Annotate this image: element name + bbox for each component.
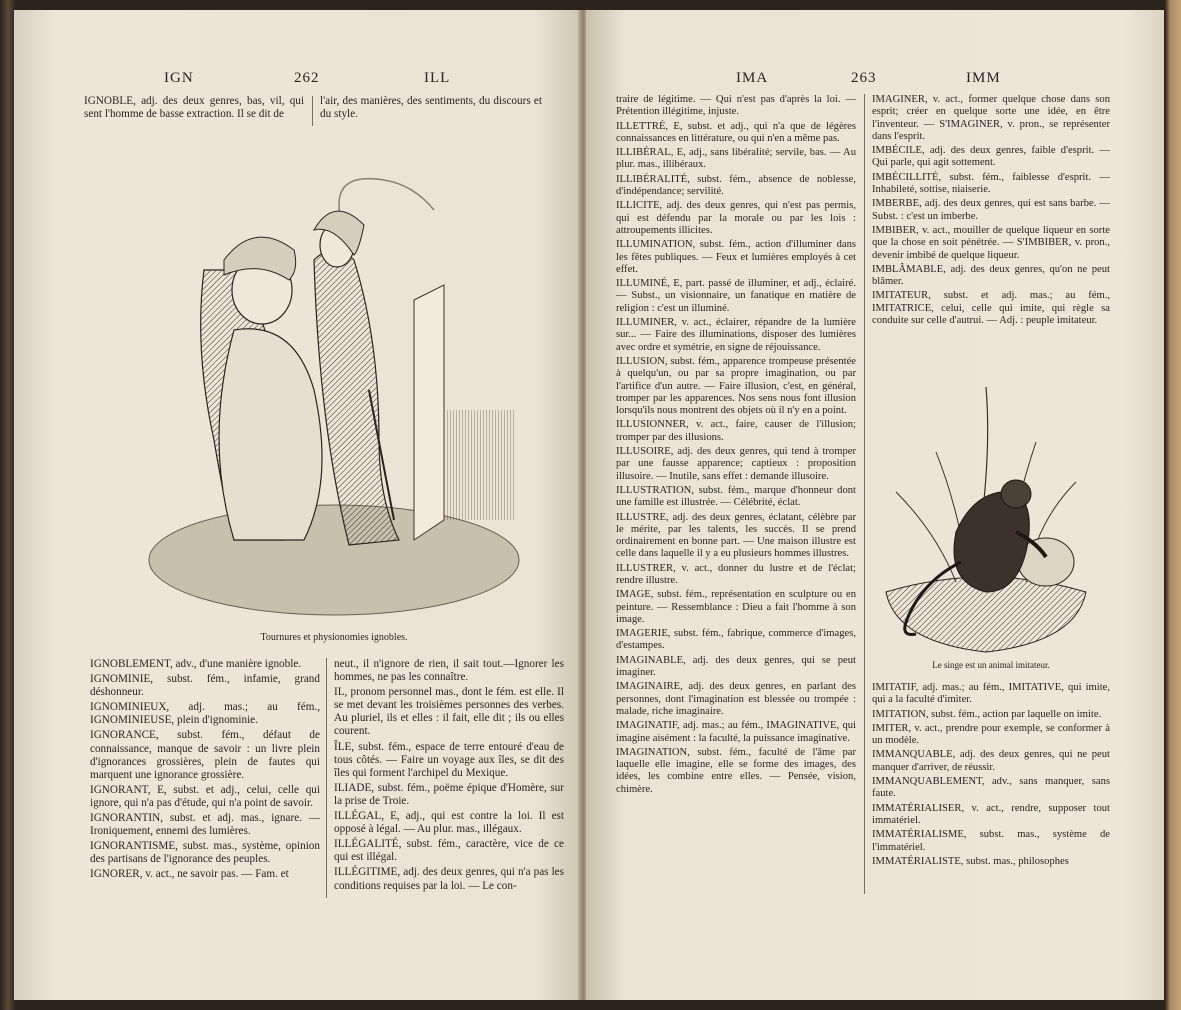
- right-caption: Le singe est un animal imitateur.: [932, 660, 1050, 670]
- right-page-number: 263: [851, 70, 877, 86]
- entry: IMAGINATION, subst. fém., faculté de l'âme par laquelle elle imagine, elle se forme des images, des idées, les combine entre elles. — Pensée, vision, chimère.: [616, 746, 856, 795]
- entry: IMMATÉRIALISME, subst. mas., système de l'immatériel.: [872, 829, 1110, 853]
- entry: IL, pronom personnel mas., dont le fém. est elle. Il se met devant les troisièmes personnes des verbes. Au pluriel, ils et elles : il fait, elle dit ; ils ou elles courent.: [334, 686, 564, 738]
- entry: IMAGE, subst. fém., représentation en sculpture ou en peinture. — Ressemblance : Dieu a fait l'homme à son image.: [616, 589, 856, 625]
- entry: ILLIBÉRALITÉ, subst. fém., absence de noblesse, d'indépendance; servilité.: [616, 173, 856, 198]
- entry: IMAGINAIRE, adj. des deux genres, en parlant des personnes, dont l'imagination est blessée ou trompée : malade, riche imaginaire.: [616, 681, 856, 717]
- left-page-number: 262: [294, 70, 320, 86]
- entry: ILLUMINER, v. act., éclairer, répandre de la lumière sur... — Faire des illuminations, disposer des lumières avec ordre et symétrie, en signe de réjouissance.: [616, 317, 856, 353]
- column-rule: [326, 658, 327, 898]
- entry: IMBÉCILLITÉ, subst. fém., faiblesse d'esprit. — Inhabileté, sottise, niaiserie.: [872, 171, 1110, 196]
- entry: IMMANQUABLE, adj. des deux genres, qui ne peut manquer d'arriver, de réussir.: [872, 749, 1110, 773]
- left-top-col2: l'air, des manières, des sentiments, du discours et du style.: [320, 95, 542, 121]
- right-page: [586, 10, 1164, 1000]
- left-col1: [90, 658, 320, 884]
- right-header-end: IMM: [966, 70, 1001, 86]
- entry: IMBLÂMABLE, adj. des deux genres, qu'on ne peut blâmer.: [872, 263, 1110, 288]
- entry: ILLETTRÉ, E, subst. et adj., qui n'a que de légères connaissances en littérature, ou qui n'en a même pas.: [616, 120, 856, 144]
- entry: ILLUSOIRE, adj. des deux genres, qui tend à tromper par une fausse apparence; captieux : proposition illusoire. — Inutile, sans effet : demande illusoire.: [616, 446, 856, 482]
- entry: ILLUSTRE, adj. des deux genres, éclatant, célèbre par le mérite, par les talents, les succès. Il se prend ordinairement en bonne part. — Une maison illustre est celle dans laquelle il y a eu plusieurs hommes illustres.: [616, 511, 856, 560]
- entry: ILLUSION, subst. fém., apparence trompeuse présentée à quelqu'un, ou par sa propre imagination, ou par l'artifice d'un autre. — Faire illusion, c'est, en général, tromper par les apparences. Nos sens nous font illusion lorsqu'ils nous montrent des objets où il n'y en a point.: [616, 355, 856, 417]
- entry: IGNOMINIEUX, adj. mas.; au fém., IGNOMINIEUSE, plein d'ignominie.: [90, 701, 320, 727]
- entry: ILLUSTRATION, subst. fém., marque d'honneur dont une famille est illustrée. — Célébrité, éclat.: [616, 484, 856, 509]
- left-col2: [334, 658, 564, 895]
- entry: ILLUMINATION, subst. fém., action d'illuminer dans les fêtes publiques. — Feux et lumières employés à cet effet.: [616, 239, 856, 275]
- entry: ÎLE, subst. fém., espace de terre entouré d'eau de tous côtés. — Faire un voyage aux îles, se dit des îles qui forment l'archipel du Mexique.: [334, 740, 564, 779]
- entry: IGNOMINIE, subst. fém., infamie, grand déshonneur.: [90, 673, 320, 699]
- entry: IGNORANCE, subst. fém., défaut de connaissance, manque de savoir : un livre plein d'ignorances grossières, plein de fautes qui marquent une ignorance grossière.: [90, 729, 320, 781]
- entry: IMBÉCILE, adj. des deux genres, faible d'esprit. — Qui parle, qui agit sottement.: [872, 145, 1110, 169]
- column-rule: [312, 96, 313, 126]
- entry: IMITATION, subst. fém., action par laquelle on imite.: [872, 708, 1102, 720]
- entry: IMMATÉRIALISTE, subst. mas., philosophes: [872, 855, 1069, 867]
- right-col1: [616, 94, 856, 798]
- entry: ILIADE, subst. fém., poëme épique d'Homère, sur la prise de Troie.: [334, 781, 564, 807]
- left-header-start: IGN: [164, 70, 194, 86]
- entry: IMITATEUR, subst. et adj. mas.; au fém., IMITATRICE, celui, celle qui imite, qui règle sa conduite sur celle d'autrui. — Adj. : peuple imitateur.: [872, 290, 1110, 327]
- right-col2-top: [872, 94, 1110, 329]
- engraving-women-illustration: [144, 150, 524, 625]
- entry: ILLÉGITIME, adj. des deux genres, qui n'a pas les conditions requises par la loi. — Le con-: [334, 866, 564, 892]
- entry: IGNORER, v. act., ne savoir pas. — Fam. et: [90, 868, 289, 881]
- entry: neut., il n'ignore de rien, il sait tout.—Ignorer les hommes, ne pas les connaître.: [334, 658, 564, 684]
- column-rule: [864, 94, 865, 894]
- right-header-start: IMA: [736, 70, 769, 86]
- entry: ILLUSIONNER, v. act., faire, causer de l'illusion; tromper par des illusions.: [616, 419, 856, 443]
- entry: ILLUMINÉ, E, part. passé de illuminer, et adj., éclairé. — Subst., un visionnaire, un fanatique en matière de religion : c'est un illuminé.: [616, 278, 856, 314]
- left-page: [14, 10, 580, 1000]
- engraving-monkey-illustration: [876, 382, 1096, 657]
- entry: IMMATÉRIALISER, v. act., rendre, supposer tout immatériel.: [872, 802, 1110, 826]
- entry: IMMANQUABLEMENT, adv., sans manquer, sans faute.: [872, 776, 1110, 800]
- entry: IMBERBE, adj. des deux genres, qui est sans barbe. — Subst. : c'est un imberbe.: [872, 198, 1110, 222]
- entry: IMITER, v. act., prendre pour exemple, se conformer à un modèle.: [872, 722, 1110, 747]
- entry: IMITATIF, adj. mas.; au fém., IMITATIVE, qui imite, qui a la faculté d'imiter.: [872, 682, 1110, 706]
- entry: IMBIBER, v. act., mouiller de quelque liqueur en sorte que la chose en soit pénétrée. — S'IMBIBER, v. pron., devenir imbibé de quelque liqueur.: [872, 224, 1110, 261]
- entry: ILLIBÉRAL, E, adj., sans libéralité; servile, bas. — Au plur. mas., illibéraux.: [616, 147, 856, 171]
- right-col2-bottom: [872, 682, 1110, 870]
- entry: IGNORANTISME, subst. mas., système, opinion des partisans de l'ignorance des peuples.: [90, 840, 320, 866]
- entry: IGNORANT, E, subst. et adj., celui, celle qui ignore, qui n'a pas d'étude, qui n'a point de savoir.: [90, 783, 320, 809]
- left-caption: Tournures et physionomies ignobles.: [260, 632, 408, 643]
- entry: ILLÉGALITÉ, subst. fém., caractère, vice de ce qui est illégal.: [334, 838, 564, 864]
- entry: IMAGINER, v. act., former quelque chose dans son esprit; créer en quelque sorte une idée, en être l'inventeur. — S'IMAGINER, v. pron., se représenter dans l'esprit.: [872, 94, 1110, 142]
- entry: ILLÉGAL, E, adj., qui est contre la loi. Il est opposé à légal. — Au plur. mas., illégaux.: [334, 810, 564, 836]
- entry: IMAGERIE, subst. fém., fabrique, commerce d'images, d'estampes.: [616, 628, 856, 652]
- entry: IGNORANTIN, subst. et adj. mas., ignare. — Ironiquement, ennemi des lumières.: [90, 812, 320, 838]
- entry: IMAGINATIF, adj. mas.; au fém., IMAGINATIVE, qui imagine aisément : la faculté, la puissance imaginative.: [616, 720, 856, 744]
- entry: ILLUSTRER, v. act., donner du lustre et de l'éclat; rendre illustre.: [616, 562, 856, 586]
- left-top-col1: IGNOBLE, adj. des deux genres, bas, vil, qui sent l'homme de basse extraction. Il se dit de: [84, 95, 304, 121]
- entry: ILLICITE, adj. des deux genres, qui n'est pas permis, qui est défendu par la morale ou par les lois : attroupements illicites.: [616, 200, 856, 236]
- entry: IGNOBLEMENT, adv., d'une manière ignoble.: [90, 658, 302, 670]
- left-header-end: ILL: [424, 70, 451, 86]
- entry: traire de légitime. — Qui n'est pas d'après la loi. —Prétention illégitime, injuste.: [616, 94, 856, 118]
- entry: IMAGINABLE, adj. des deux genres, qui se peut imaginer.: [616, 654, 856, 679]
